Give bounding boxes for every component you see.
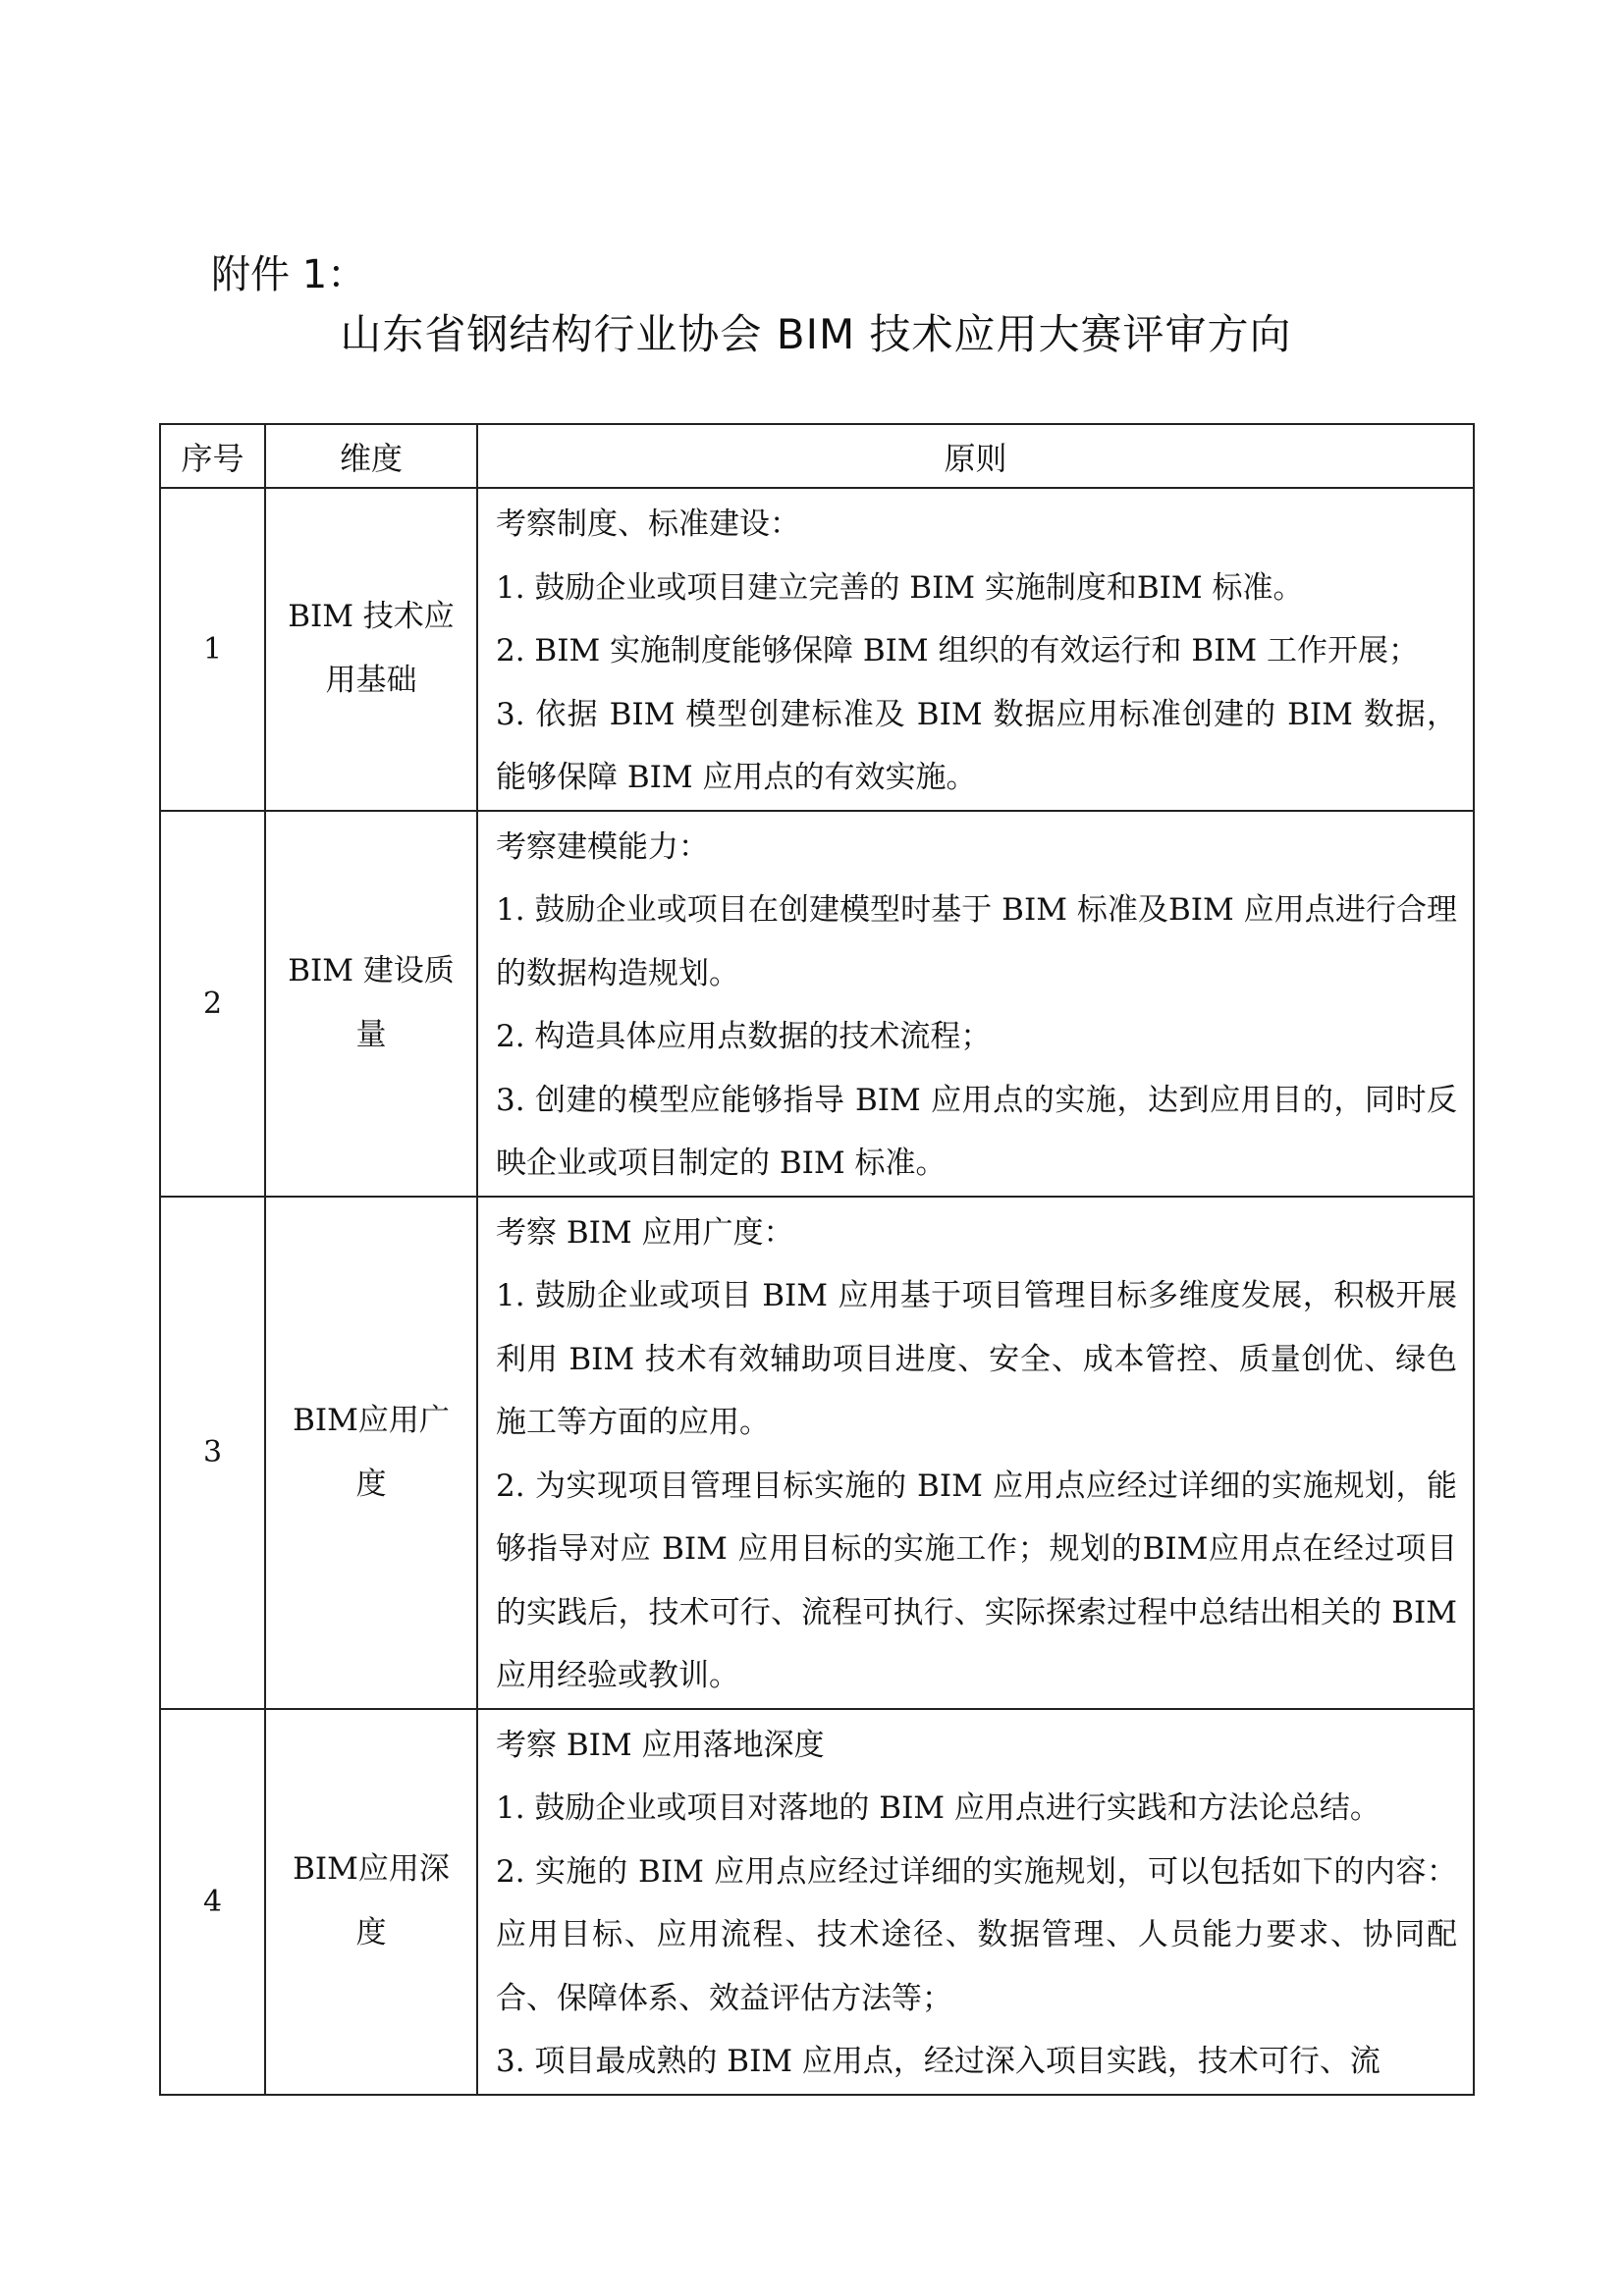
row-index: 1 [160, 488, 265, 811]
row-index: 4 [160, 1709, 265, 2095]
principle-line: 3. 创建的模型应能够指导 BIM 应用点的实施，达到应用目的，同时反映企业或项目制定的 BIM 标准。 [496, 1082, 1457, 1181]
table-row [160, 488, 1474, 811]
principle-line: 2. BIM 实施制度能够保障 BIM 组织的有效运行和 BIM 工作开展； [496, 633, 1420, 668]
table-row [160, 1709, 1474, 2095]
table-row [160, 811, 1474, 1197]
row-principle [477, 811, 1474, 1197]
row-principle [477, 488, 1474, 811]
row-dimension: BIM 技术应用基础 [265, 488, 477, 811]
evaluation-table [159, 423, 1475, 2096]
row-index: 3 [160, 1197, 265, 1709]
row-principle [477, 1197, 1474, 1709]
document-title: 山东省钢结构行业协会 BIM 技术应用大赛评审方向 [340, 310, 1292, 358]
principle-line: 3. 项目最成熟的 BIM 应用点，经过深入项目实践，技术可行、流 [496, 2044, 1380, 2079]
principle-line: 1. 鼓励企业或项目对落地的 BIM 应用点进行实践和方法论总结。 [496, 1790, 1380, 1826]
header-principle: 原则 [477, 424, 1474, 488]
row-dimension: BIM应用深度 [265, 1709, 477, 2095]
table-row [160, 1197, 1474, 1709]
principle-line: 考察制度、标准建设： [496, 507, 800, 542]
row-dimension: BIM 建设质量 [265, 811, 477, 1197]
row-index: 2 [160, 811, 265, 1197]
principle-line: 1. 鼓励企业或项目在创建模型时基于 BIM 标准及BIM 应用点进行合理的数据构造规划。 [496, 892, 1457, 991]
header-dimension: 维度 [265, 424, 477, 488]
row-principle [477, 1709, 1474, 2095]
principle-line: 1. 鼓励企业或项目 BIM 应用基于项目管理目标多维度发展，积极开展利用 BIM 技术有效辅助项目进度、安全、成本管控、质量创优、绿色施工等方面的应用。 [496, 1278, 1457, 1440]
principle-line: 考察建模能力： [496, 828, 709, 865]
principle-line: 2. 构造具体应用点数据的技术流程； [496, 1019, 992, 1054]
principle-line: 2. 为实现项目管理目标实施的 BIM 应用点应经过详细的实施规划，能够指导对应 BIM 应用目标的实施工作；规划的BIM应用点在经过项目的实践后，技术可行、流程可执行、实际探索过程中总结出相关的 BIM 应用经验或教训。 [496, 1468, 1457, 1693]
principle-line: 考察 BIM 应用落地深度 [496, 1727, 825, 1763]
table-header-row [160, 424, 1474, 488]
attachment-label: 附件 1： [211, 252, 367, 297]
row-dimension: BIM应用广度 [265, 1197, 477, 1709]
header-index: 序号 [160, 424, 265, 488]
principle-line: 2. 实施的 BIM 应用点应经过详细的实施规划，可以包括如下的内容：应用目标、应用流程、技术途径、数据管理、人员能力要求、协同配合、保障体系、效益评估方法等； [496, 1853, 1457, 2016]
principle-line: 考察 BIM 应用广度： [496, 1214, 794, 1251]
principle-line: 3. 依据 BIM 模型创建标准及 BIM 数据应用标准创建的 BIM 数据，能够保障 BIM 应用点的有效实施。 [496, 696, 1457, 795]
principle-line: 1. 鼓励企业或项目建立完善的 BIM 实施制度和BIM 标准。 [496, 569, 1304, 606]
